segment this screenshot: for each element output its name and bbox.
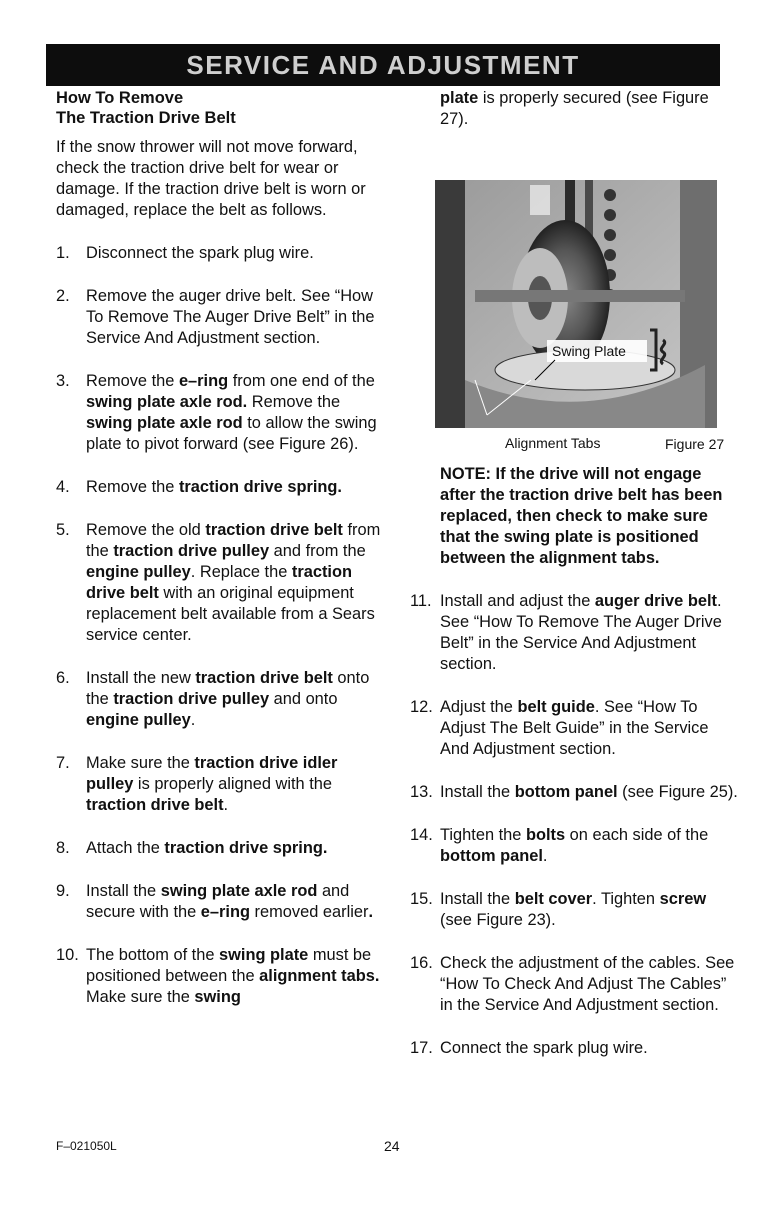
step-16: 16. Check the adjustment of the cables. See “How To Check And Adjust The Cables” in the Service And Adjustment section. — [410, 954, 735, 1014]
step-7: 7. Make sure the traction drive idler pulley is properly aligned with the traction drive belt. — [56, 754, 338, 814]
step-10: 10. The bottom of the swing plate must be positioned between the alignment tabs. Make sure the swing — [56, 946, 380, 1006]
step-8: 8. Attach the traction drive spring. — [56, 839, 328, 857]
swing-plate-label: Swing Plate — [552, 343, 626, 359]
step-12: 12. Adjust the belt guide. See “How To Adjust The Belt Guide” in the Service And Adjustment section. — [410, 698, 709, 758]
step-9: 9. Install the swing plate axle rod and secure with the e–ring removed earlier. — [56, 882, 373, 921]
step-17: 17. Connect the spark plug wire. — [410, 1039, 648, 1057]
figure-caption: Figure 27 — [665, 436, 725, 452]
procedure-heading: How To Remove The Traction Drive Belt — [56, 89, 236, 127]
alignment-tabs-caption: Alignment Tabs — [505, 435, 601, 451]
step-2: 2. Remove the auger drive belt. See “How To Remove The Auger Drive Belt” in the Service And Adjustment section. — [56, 287, 375, 347]
step-15: 15. Install the belt cover. Tighten screw (see Figure 23). — [410, 890, 707, 929]
intro-paragraph: If the snow thrower will not move forward, check the traction drive belt for wear or damage. If the traction drive belt is worn or damaged, replace the belt as follows. — [56, 138, 366, 219]
swing-plate-photo — [435, 180, 717, 428]
right-column — [410, 88, 740, 1059]
left-column — [56, 88, 381, 1008]
step-6: 6. Install the new traction drive belt onto the traction drive pulley and onto engine pulley. — [56, 669, 370, 729]
section-title: SERVICE AND ADJUSTMENT — [186, 49, 580, 80]
step-4: 4. Remove the traction drive spring. — [56, 478, 342, 496]
page-number: 24 — [384, 1138, 400, 1154]
step-10-continued: plate is properly secured (see Figure 27). — [440, 89, 709, 128]
step-5: 5. Remove the old traction drive belt from the traction drive pulley and from the engine pulley. Replace the traction drive belt with an original equipment replacement belt available from a Sears service center. — [56, 521, 381, 644]
document-code: F–021050L — [56, 1139, 117, 1153]
step-1: 1. Disconnect the spark plug wire. — [56, 244, 314, 262]
step-3: 3. Remove the e–ring from one end of the swing plate axle rod. Remove the swing plate axle rod to allow the swing plate to pivot forward (see Figure 26). — [56, 372, 377, 453]
step-13: 13. Install the bottom panel (see Figure 25). — [410, 783, 738, 801]
note-text: NOTE: If the drive will not engage after the traction drive belt has been replaced, then check to make sure that the swing plate is positioned between the alignment tabs. — [440, 465, 723, 567]
step-14: 14. Tighten the bolts on each side of the bottom panel. — [410, 826, 709, 865]
section-banner — [46, 44, 720, 86]
figure-27 — [425, 180, 725, 460]
step-11: 11. Install and adjust the auger drive belt. See “How To Remove The Auger Drive Belt” in the Service And Adjustment section. — [410, 592, 722, 673]
